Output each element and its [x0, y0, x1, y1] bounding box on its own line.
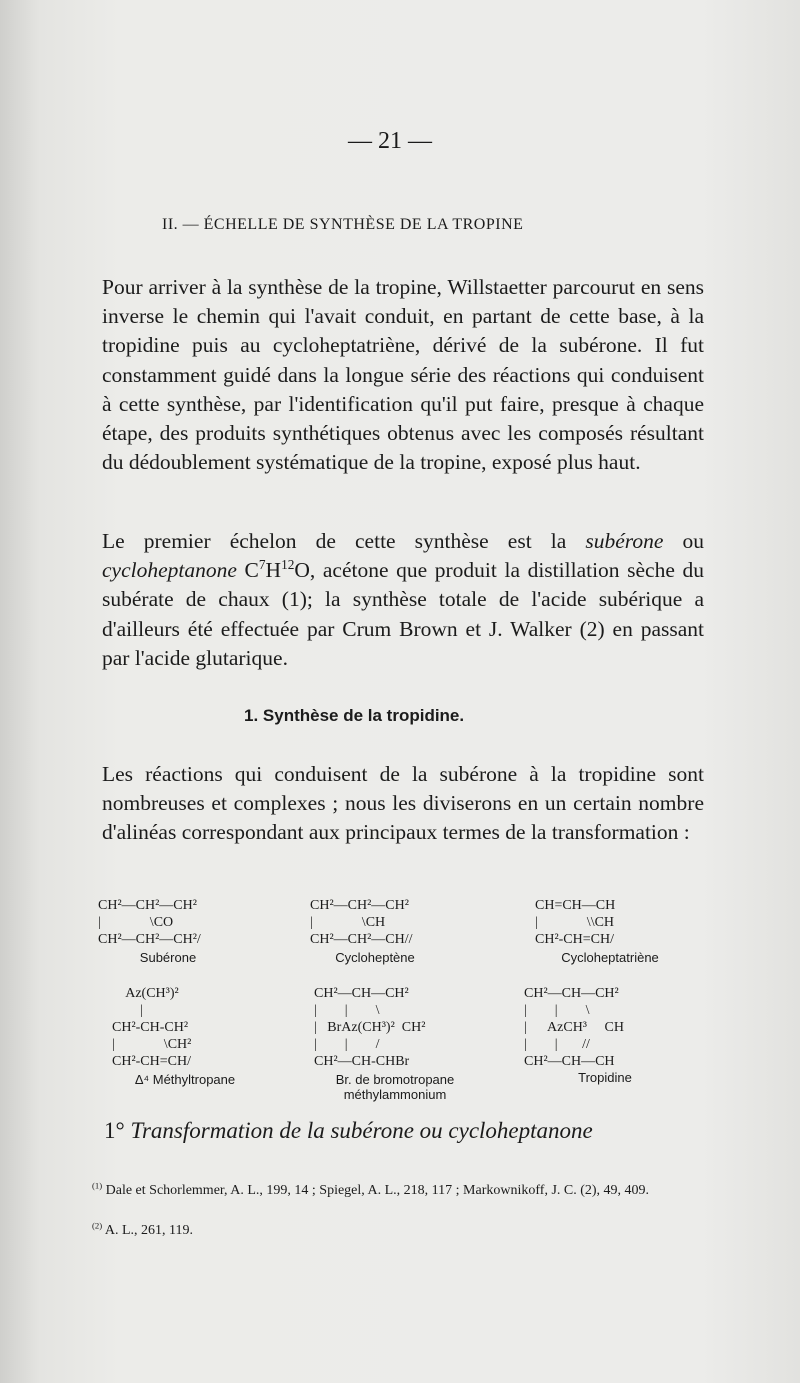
footnote-2-text: A. L., 261, 119. [102, 1223, 193, 1238]
p2-sup-12: 12 [281, 557, 295, 573]
page-number: — 21 — [348, 128, 432, 154]
p2-cycloheptanone: cycloheptanone [102, 558, 237, 583]
transformation-text: Transformation de la subérone ou cycloheptanone [124, 1118, 593, 1143]
label-methyltropane: Δ⁴ Méthyltropane [134, 1072, 236, 1087]
transformation-number: 1° [104, 1118, 125, 1143]
formula-bromotropane: CH²—CH—CH² | | \ | BrAz(CH³)² CH² | | / CH²—CH-CHBr [314, 986, 426, 1069]
p2-text-5: O, acétone que produit la distillation sèche du subérate de chaux (1); la synthèse totale de l'acide subérique a d'ailleurs été effectuée par Crum Brown et J. Walker (2) en passant par l'acide glutarique. [102, 558, 704, 670]
paragraph-1: Pour arriver à la synthèse de la tropine, Willstaetter parcourut en sens inverse le chemin qui l'avait conduit, en partant de cette base, à la tropidine puis au cycloheptatriène, dérivé de la subérone. Il fut constamment guidé dans la longue série des réactions qui conduisent à cette synthèse, par l'identification qu'il put faire, presque à chaque étape, des produits synthétiques obtenus avec les composés résultant du dédoublement systématique de la tropine, exposé plus haut. [102, 275, 704, 475]
formula-tropidine: CH²—CH—CH² | | \ | AzCH³ CH | | // CH²—CH—CH [524, 986, 624, 1069]
p2-text-2: ou [663, 529, 704, 553]
p2-sup-7: 7 [258, 557, 266, 573]
transformation-title [104, 1118, 704, 1144]
formula-cycloheptatriene: CH=CH—CH | \\CH CH²-CH=CH/ [535, 898, 616, 947]
label-bromotropane: Br. de bromotropane méthylammonium [335, 1072, 455, 1102]
footnote-2 [92, 1222, 712, 1240]
p2-text-3: C [236, 558, 259, 583]
p2-text-1: Le premier échelon de cette synthèse est la [102, 529, 586, 553]
footnote-1 [92, 1182, 712, 1200]
formula-methyltropane: Az(CH³)² | CH²-CH-CH² | \CH² CH²-CH=CH/ [112, 986, 192, 1069]
label-cycloheptatriene: Cycloheptatriène [561, 950, 659, 965]
label-suberone: Subérone [139, 950, 197, 965]
formula-suberone: CH²—CH²—CH² | \CO CH²—CH²—CH²/ [98, 898, 201, 947]
label-cycloheptene: Cycloheptène [335, 950, 415, 965]
paragraph-2 [102, 527, 704, 673]
p2-text-4: H [265, 558, 282, 583]
p2-suberone: subérone [585, 529, 664, 553]
subheading: 1. Synthèse de la tropidine. [244, 706, 465, 725]
footnote-1-mark: (1) [92, 1180, 103, 1191]
footnote-1-text: Dale et Schorlemmer, A. L., 199, 14 ; Spiegel, A. L., 218, 117 ; Markownikoff, J. C. (2), 49, 409. [102, 1183, 650, 1198]
formula-cycloheptene: CH²—CH²—CH² | \CH CH²—CH²—CH// [310, 898, 413, 947]
section-title: II. — ÉCHELLE DE SYNTHÈSE DE LA TROPINE [162, 216, 524, 233]
footnote-2-mark: (2) [92, 1220, 103, 1231]
label-tropidine: Tropidine [578, 1070, 632, 1085]
paragraph-3: Les réactions qui conduisent de la subérone à la tropidine sont nombreuses et complexes ; nous les diviserons en un certain nombre d'alinéas correspondant aux principaux termes de la transformation : [102, 762, 704, 845]
